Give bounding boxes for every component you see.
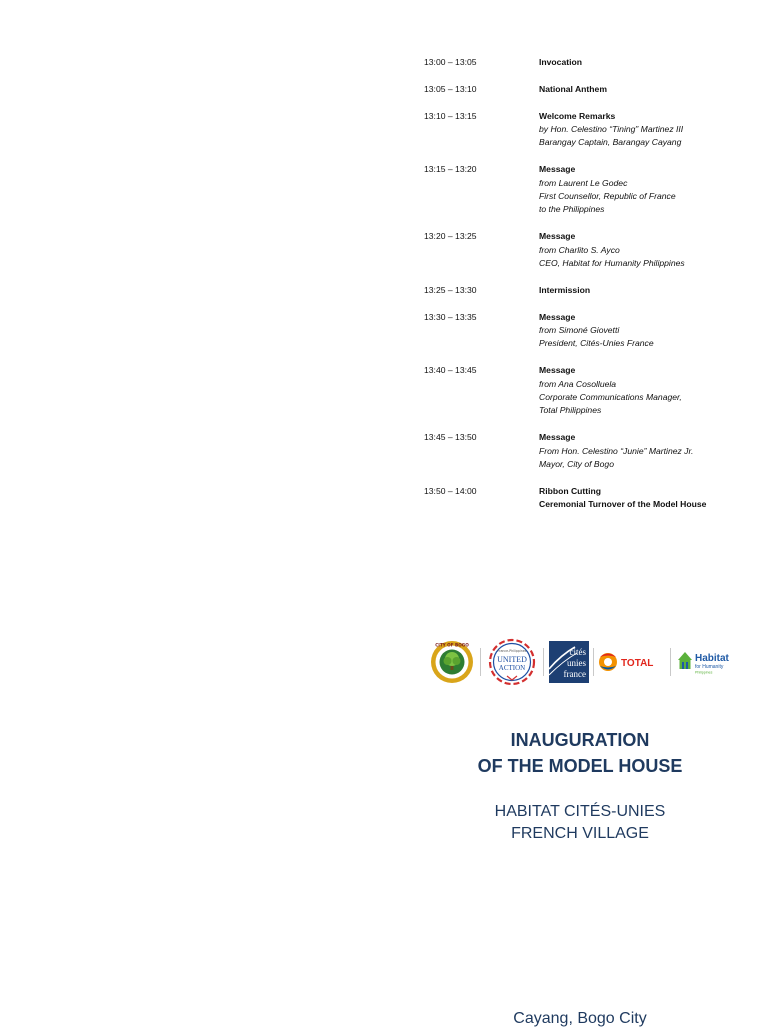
logo-divider — [480, 648, 481, 676]
event-title — [430, 727, 730, 779]
event-title-line-1: INAUGURATION — [510, 730, 650, 750]
schedule-row — [424, 284, 754, 297]
schedule-content — [539, 364, 754, 418]
schedule-time: 13:05 – 13:10 — [424, 83, 477, 94]
schedule-detail: First Counsellor, Republic of France — [539, 191, 676, 202]
habitat-for-humanity-logo — [676, 647, 740, 677]
schedule-time: 13:20 – 13:25 — [424, 231, 477, 242]
schedule-title: Message — [539, 164, 576, 175]
united-action-logo — [487, 638, 537, 686]
schedule-title: Invocation — [539, 57, 582, 67]
city-of-bogo-seal-logo — [430, 640, 474, 684]
schedule-title: Message — [539, 432, 576, 443]
logo-divider — [670, 648, 671, 676]
schedule-title: National Anthem — [539, 83, 607, 94]
cites-unies-france-logo — [549, 641, 589, 683]
united-action-text-2: ACTION — [498, 664, 525, 672]
schedule-detail: from Laurent Le Godec — [539, 177, 628, 188]
event-subtitle — [430, 801, 730, 845]
schedule-row — [424, 431, 754, 471]
habitat-text-2: for Humanity — [695, 664, 724, 670]
schedule-content — [539, 56, 754, 69]
schedule-detail: Mayor, City of Bogo — [539, 459, 614, 470]
cites-unies-text-1: cités — [569, 647, 586, 657]
schedule-row — [424, 485, 754, 512]
event-title-line-2: OF THE MODEL HOUSE — [477, 756, 683, 776]
schedule-content — [539, 110, 754, 150]
schedule-detail: Barangay Captain, Barangay Cayang — [539, 137, 682, 148]
schedule-detail: from Ana Cosolluela — [539, 378, 617, 389]
schedule-time: 13:30 – 13:35 — [424, 311, 477, 322]
schedule-content — [539, 284, 754, 297]
total-logo — [598, 647, 664, 677]
schedule-content — [539, 485, 754, 512]
schedule-content — [539, 431, 754, 471]
schedule-time: 13:50 – 14:00 — [424, 485, 477, 496]
schedule-detail: from Simoné Giovetti — [539, 325, 620, 336]
schedule-time: 13:15 – 13:20 — [424, 164, 477, 175]
schedule-row — [424, 364, 754, 418]
schedule-time: 13:45 – 13:50 — [424, 432, 477, 443]
schedule-time: 13:25 – 13:30 — [424, 284, 477, 295]
schedule-row — [424, 110, 754, 150]
event-subtitle-line-1: HABITAT CITÉS-UNIES — [494, 803, 666, 820]
schedule-detail: Corporate Communications Manager, — [539, 392, 682, 403]
schedule-time: 13:10 – 13:15 — [424, 110, 477, 121]
schedule-row — [424, 163, 754, 217]
schedule-title-secondary: Ceremonial Turnover of the Model House — [539, 499, 707, 510]
schedule-time: 13:40 – 13:45 — [424, 365, 477, 376]
sponsor-logos — [430, 638, 740, 686]
schedule-content — [539, 230, 754, 270]
schedule-title: Message — [539, 231, 576, 242]
habitat-text-3: Philippines — [695, 670, 713, 675]
schedule-detail: CEO, Habitat for Humanity Philippines — [539, 258, 685, 269]
schedule-row — [424, 230, 754, 270]
program-schedule — [424, 56, 754, 525]
logo-divider — [593, 648, 594, 676]
schedule-title: Welcome Remarks — [539, 110, 616, 121]
schedule-row — [424, 56, 754, 69]
schedule-detail: From Hon. Celestino “Junie” Martinez Jr. — [539, 445, 694, 456]
schedule-title: Message — [539, 365, 576, 376]
cites-unies-text-2: unies — [567, 658, 586, 668]
schedule-content — [539, 311, 754, 351]
schedule-content — [539, 83, 754, 96]
schedule-detail: Total Philippines — [539, 405, 602, 416]
schedule-detail: from Charlito S. Ayco — [539, 244, 620, 255]
logo-divider — [543, 648, 544, 676]
schedule-row — [424, 311, 754, 351]
event-subtitle-line-2: FRENCH VILLAGE — [511, 825, 649, 842]
schedule-row — [424, 83, 754, 96]
event-location: Cayang, Bogo City — [513, 1010, 647, 1027]
schedule-content — [539, 163, 754, 217]
united-action-text-1: UNITED — [496, 655, 527, 664]
schedule-title: Ribbon Cutting — [539, 485, 602, 496]
schedule-detail: President, Cités-Unies France — [539, 338, 654, 349]
schedule-time: 13:00 – 13:05 — [424, 57, 477, 67]
bogo-seal-text: CITY OF BOGO — [435, 642, 469, 648]
schedule-detail: to the Philippines — [539, 204, 605, 215]
schedule-title: Message — [539, 311, 576, 322]
total-text: TOTAL — [620, 658, 653, 669]
schedule-title: Intermission — [539, 284, 591, 295]
schedule-detail: by Hon. Celestino “Tining” Martinez III — [539, 124, 684, 134]
cites-unies-text-3: france — [563, 669, 586, 679]
united-action-small-text: France-Philippines — [497, 649, 526, 653]
habitat-text-1: Habitat — [695, 653, 729, 664]
